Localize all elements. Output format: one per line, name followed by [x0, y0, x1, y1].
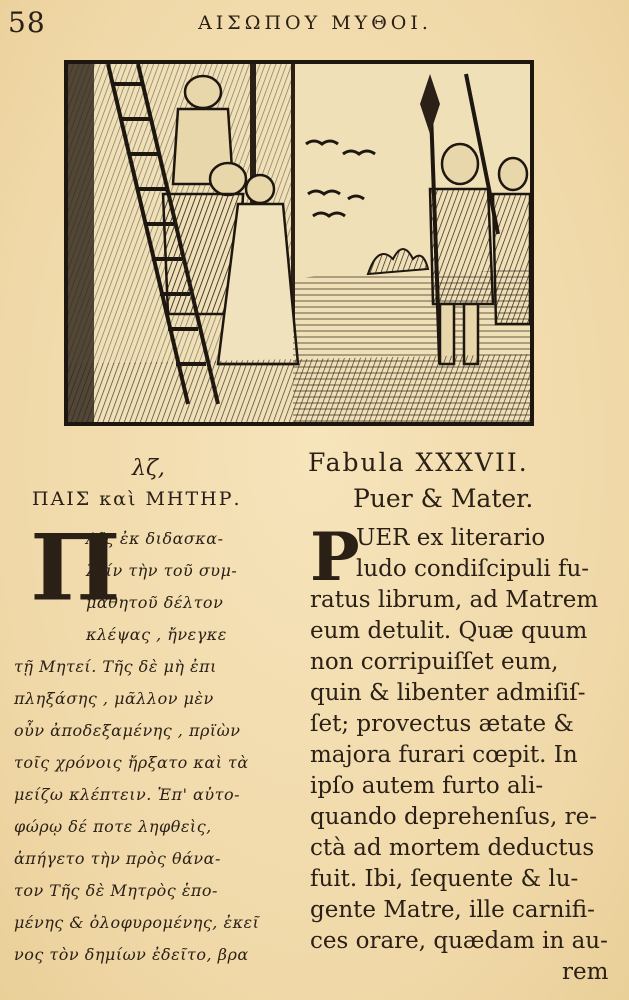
- latin-text-line: majora furari cœpit. In: [310, 742, 578, 768]
- greek-text-line: τον Τῆς δὲ Μητρὸς ἑπο-: [14, 881, 218, 900]
- greek-text-line: κλέψας , ἤνεγκε: [86, 625, 227, 644]
- greek-text-line: νος τὸν δημίων ἐδεῖτο, βρα: [14, 945, 249, 964]
- running-head: ΑΙΣΩΠΟΥ ΜΥΘΟΙ.: [198, 12, 432, 34]
- latin-text-line: ctà ad mortem deductus: [310, 835, 595, 861]
- latin-text-line: ipſo autem furto ali-: [310, 773, 544, 799]
- latin-drop-cap: P: [310, 518, 360, 596]
- greek-text-line: μείζω κλέπτειν. Ἐπ' αὐτο-: [14, 785, 240, 804]
- greek-text-line: μένης & ὀλοφυρομένης, ἐκεῖ: [14, 913, 260, 932]
- latin-text-line: quando deprehenſus, re-: [310, 804, 597, 830]
- latin-text-line: non corripuiſſet eum,: [310, 649, 559, 675]
- latin-text-line: ſet; provectus ætate &: [310, 711, 574, 737]
- page-number: 58: [8, 6, 46, 39]
- latin-text-line: UER ex literario: [356, 525, 546, 551]
- latin-text-line: gente Matre, ille carnifi-: [310, 897, 595, 923]
- greek-text-line: οὖν ἀποδεξαμένης , πρϊὼν: [14, 721, 241, 740]
- greek-text-line: ἀπήγετο τὴν πρὸς θάνα-: [14, 849, 221, 868]
- latin-text-line: ratus librum, ad Matrem: [310, 587, 599, 613]
- greek-text-line: λείν τὴν τοῦ συμ-: [86, 561, 238, 580]
- greek-text-line: τοῖς χρόνοις ἤρξατο καὶ τὰ: [14, 753, 249, 772]
- greek-text-line: φώρῳ δέ ποτε ληφθεὶς,: [14, 817, 212, 836]
- greek-fable-number: λζ,: [132, 456, 165, 481]
- greek-text-line: πληξάσης , μᾶλλον μὲν: [14, 689, 214, 708]
- latin-text-line: ludo condiſcipuli fu-: [356, 556, 590, 582]
- latin-fable-title: Puer & Mater.: [353, 484, 534, 513]
- latin-text-line: ces orare, quædam in au-: [310, 928, 608, 954]
- latin-text-line: rem: [562, 959, 609, 985]
- latin-text-line: eum detulit. Quæ quum: [310, 618, 588, 644]
- woodcut-illustration: [64, 60, 534, 426]
- latin-text-line: quin & libenter admiſiſ-: [310, 680, 586, 706]
- woodcut-illustration-icon: [68, 64, 530, 422]
- greek-drop-cap: Π: [30, 513, 117, 622]
- greek-text-line: τῇ Μητεί. Τῆς δὲ μὴ ἐπι: [14, 657, 217, 676]
- latin-fable-label: Fabula XXXVII.: [308, 448, 529, 477]
- greek-text-line: μαθητοῦ δέλτον: [86, 593, 224, 612]
- latin-text-line: fuit. Ibi, ſequente & lu-: [310, 866, 579, 892]
- greek-text-line: Αῖς ἐκ διδασκα-: [86, 529, 224, 548]
- greek-fable-title: ΠΑΙΣ καὶ ΜΗΤΗΡ.: [32, 488, 242, 510]
